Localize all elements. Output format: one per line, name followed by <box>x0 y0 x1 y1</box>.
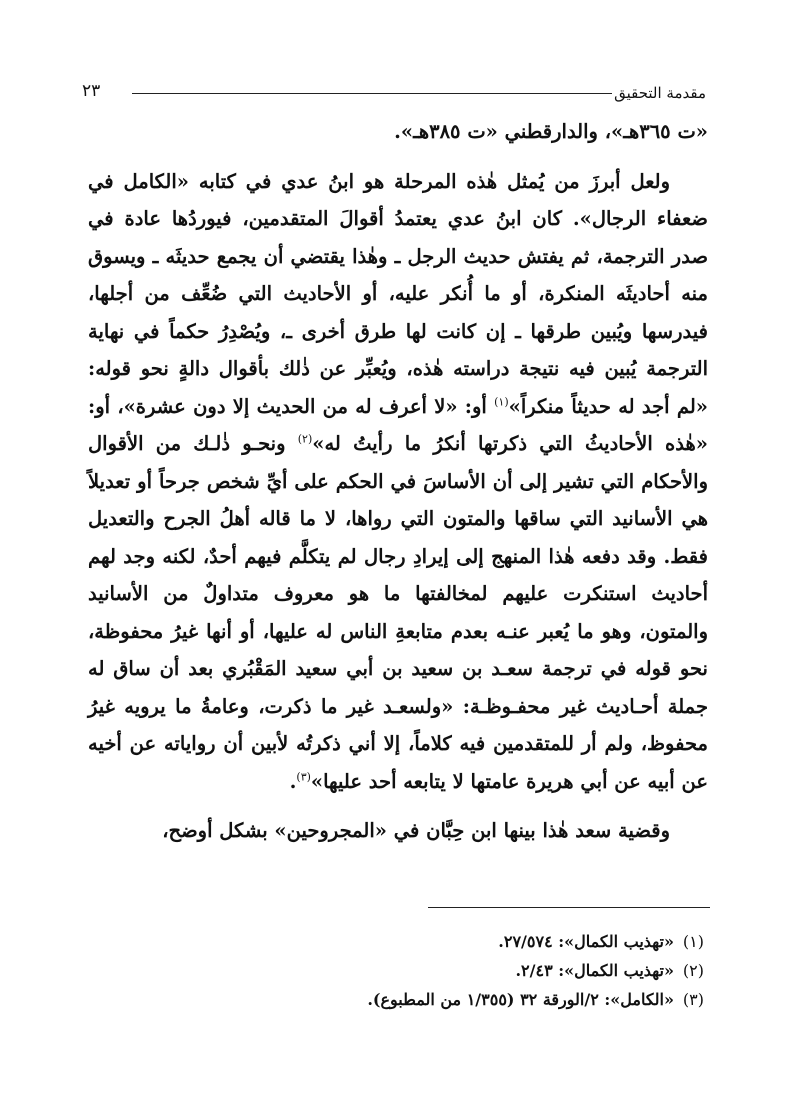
footnote-number: (١) <box>682 932 704 951</box>
paragraph-end-mark: . <box>289 769 297 793</box>
main-text <box>88 113 708 850</box>
paragraph-text-part-3: ونحـو ذٰلـك من الأقوال والأحكام التي تشير إلى أن الأساسَ في الحكم على أيِّ شخص جرحاً أو تعديلاً هي الأسانيد التي ساقها والمتون التي رواها، لا ما قاله أهلُ الجرح والتعديل فقط. وقد دفعه هٰذا المنهج إلى إيرادِ رجال لم يتكلَّم فيهم أحدٌ، لكنه وجد لهم أحاديث استنكرت عليهم لمخالفتها ما هو معروف متداولٌ من الأسانيد والمتون، وهو ما يُعبر عنـه بعدم متابعةِ الناس له عليها، أو أنها غيرُ محفوظة، نحو قوله في ترجمة سعـد بن سعيد بن أبي سعيد المَقْبُري بعد أن ساق له جملة أحـاديث غير محفـوظـة: «ولسعـد غير ما ذكرت، وعامةُ ما يرويه غيرُ محفوظ، ولم أر للمتقدمين فيه كلاماً، إلا أني ذكرتُه لأبين أن رواياته عن أخيه عن أبيه عن أبي هريرة عامتها لا يتابعه أحد عليها» <box>88 432 708 793</box>
header-rule <box>132 93 612 94</box>
footnote-separator <box>428 907 710 908</box>
footnote-text: «تهذيب الكمال»: ٢٧/٥٧٤. <box>498 932 674 951</box>
paragraph-continuation: «ت ٣٦٥هـ»، والدارقطني «ت ٣٨٥هـ». <box>394 120 708 143</box>
page-number: ٢٣ <box>82 81 101 101</box>
footnote-text: «تهذيب الكمال»: ٢/٤٣. <box>515 961 674 980</box>
running-header <box>82 82 706 106</box>
paragraph-ibn-adi <box>88 163 708 801</box>
footnotes <box>144 927 704 1014</box>
footnote-1 <box>144 927 704 956</box>
footnote-ref-2[interactable]: (٢) <box>297 432 313 446</box>
paragraph-text-part-2: أو: «لا أعرف له من الحديث إلا دون عشرة»، أو: «هٰذه الأحاديثُ التي ذكرتها أنكرُ ما رأيتُ له» <box>88 394 708 455</box>
footnote-2 <box>144 956 704 985</box>
footnote-ref-1[interactable]: (١) <box>494 395 509 408</box>
footnote-number: (٣) <box>682 990 704 1009</box>
footnote-text: «الكامل»: ٢/الورقة ٣٢ (١/٣٥٥ من المطبوع). <box>367 990 674 1009</box>
footnote-ref-3[interactable]: (٣) <box>296 770 311 783</box>
footnote-3 <box>144 985 704 1014</box>
footnote-number: (٢) <box>682 961 704 980</box>
paragraph-text-part-1: ولعل أبرزَ من يُمثل هٰذه المرحلة هو ابنُ عدي في كتابه «الكامل في ضعفاء الرجال». كان ابنُ عدي يعتمدُ أقوالَ المتقدمين، فيوردُها عادة في صدر الترجمة، ثم يفتش حديث الرجل ـ وهٰذا يقتضي أن يجمع حديثَه ـ ويسوق منه أحاديثَه المنكرة، أو ما أُنكر عليه، أو الأحاديث التي ضُعِّف من أجلها، فيدرسها ويُبين طرقها ـ إن كانت لها طرق أخرى ـ، ويُصْدِرُ حكماً في نهاية الترجمة يُبين فيه نتيجة دراسته هٰذه، ويُعبِّر عن ذٰلك بأقوال دالةٍ نحو قوله: «لم أجد له حديثاً منكراً» <box>88 169 708 418</box>
paragraph-saad: وقضية سعد هٰذا بينها ابن حِبَّان في «المجروحين» بشكل أوضح، <box>162 819 670 842</box>
header-title: مقدمة التحقيق <box>614 84 706 102</box>
